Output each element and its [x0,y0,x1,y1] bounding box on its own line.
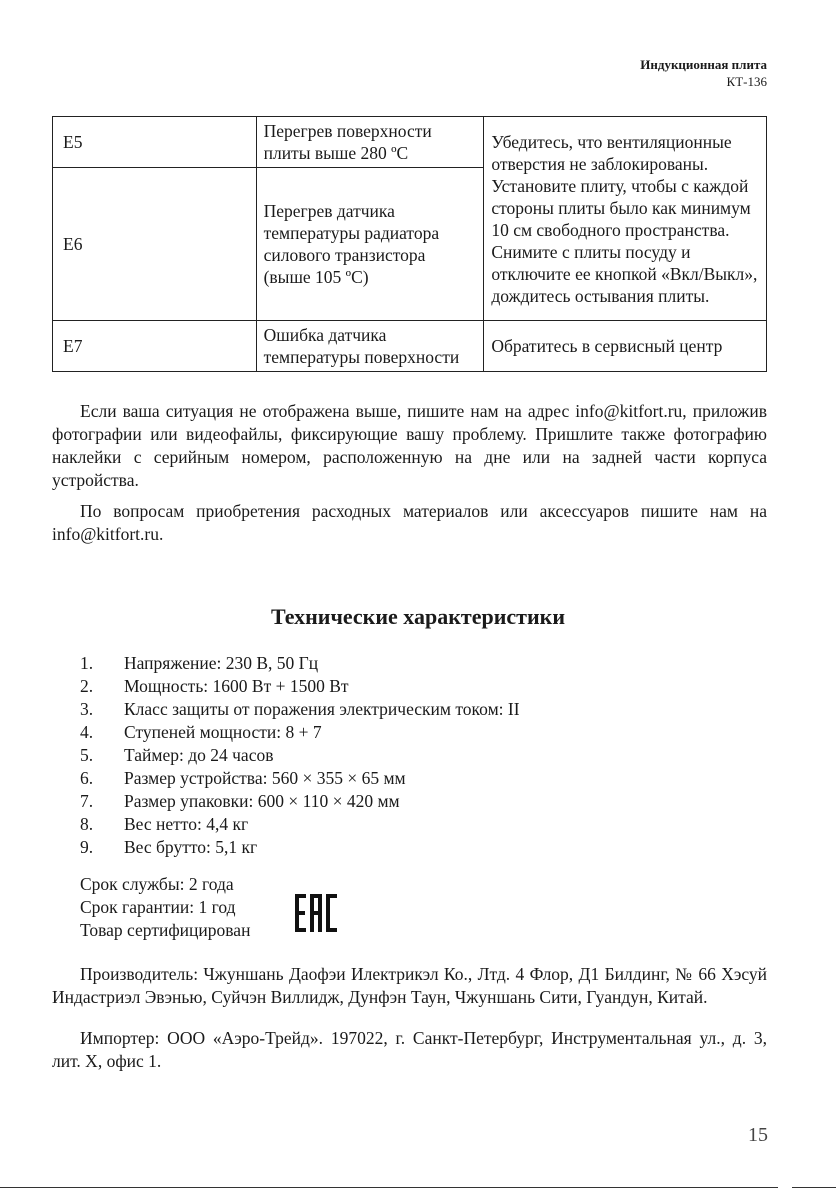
bottom-divider [792,1187,836,1188]
specs-title: Технические характеристики [270,604,566,629]
contact-paragraph: Если ваша ситуация не отображена выше, пишите нам на адрес info@kitfort.ru, приложив фотографии или видеофайлы, фиксирующие вашу проблему. Пришлите также фотографию наклейки с серийным номером, расположенную на дне или на задней части корпуса устройства. [52,401,767,490]
spec-text: Размер устройства: 560 × 355 × 65 мм [124,768,406,788]
list-item [80,813,520,836]
list-number: 3. [80,699,94,719]
spec-text: Ступеней мощности: 8 + 7 [124,722,322,742]
list-number: 2. [80,676,94,696]
table-row [53,117,767,168]
list-number: 4. [80,722,94,742]
error-solution: Убедитесь, что вентиляционные отверстия не заблокированы. Установите плиту, чтобы с каждой стороны плиты было как минимум 10 см свободного пространства. Снимите с плиты посуду и отключите ее кнопкой «Вкл/Выкл», дождитесь остывания плиты. [484,117,767,321]
spec-text: Вес брутто: 5,1 кг [124,837,258,857]
list-item [80,721,520,744]
page-number: 15 [748,1124,768,1146]
list-number: 5. [80,745,94,765]
spec-text: Мощность: 1600 Вт + 1500 Вт [124,676,349,696]
warranty-period: Срок гарантии: 1 год [80,897,236,917]
list-item [80,675,520,698]
error-code: E5 [53,117,257,168]
bottom-divider [0,1187,778,1188]
list-item [80,836,520,859]
table-row [53,321,767,372]
accessories-paragraph: По вопросам приобретения расходных материалов или аксессуаров пишите нам на info@kitfort.ru. [52,501,767,544]
list-number: 8. [80,814,94,834]
spec-text: Размер упаковки: 600 × 110 × 420 мм [124,791,400,811]
error-cause: Ошибка датчика температуры поверхности [256,321,484,372]
manufacturer-paragraph: Производитель: Чжуншань Даофэи Илектрикэл Ко., Лтд. 4 Флор, Д1 Билдинг, № 66 Хэсуй Индастриэл Эвэнью, Суйчэн Виллидж, Дунфэн Таун, Чжуншань Сити, Гуандун, Китай. [52,964,767,1007]
spec-text: Напряжение: 230 В, 50 Гц [124,653,319,673]
specs-list [80,652,520,859]
service-life: Срок службы: 2 года [80,874,234,894]
importer-paragraph: Импортер: ООО «Аэро-Трейд». 197022, г. Санкт-Петербург, Инструментальная ул., д. 3, лит. Х, офис 1. [52,1028,767,1071]
error-solution: Обратитесь в сервисный центр [484,321,767,372]
model-number: КТ-136 [726,74,767,89]
list-item [80,767,520,790]
service-info [80,873,250,942]
spec-text: Вес нетто: 4,4 кг [124,814,249,834]
error-cause: Перегрев датчика температуры радиатора силового транзистора (выше 105 ºС) [256,168,484,321]
error-code: E6 [53,168,257,321]
list-number: 9. [80,837,94,857]
list-number: 7. [80,791,94,811]
product-name: Индукционная плита [640,57,767,72]
spec-text: Таймер: до 24 часов [124,745,274,765]
certification-note: Товар сертифицирован [80,920,251,940]
list-item [80,652,520,675]
list-number: 6. [80,768,94,788]
list-item [80,790,520,813]
spec-text: Класс защиты от поражения электрическим током: II [124,699,520,719]
error-codes-table [52,116,767,372]
page-header [640,56,767,90]
list-item [80,744,520,767]
error-cause: Перегрев поверхности плиты выше 280 ºС [256,117,484,168]
list-item [80,698,520,721]
eac-certification-icon [294,893,338,933]
list-number: 1. [80,653,94,673]
error-code: E7 [53,321,257,372]
